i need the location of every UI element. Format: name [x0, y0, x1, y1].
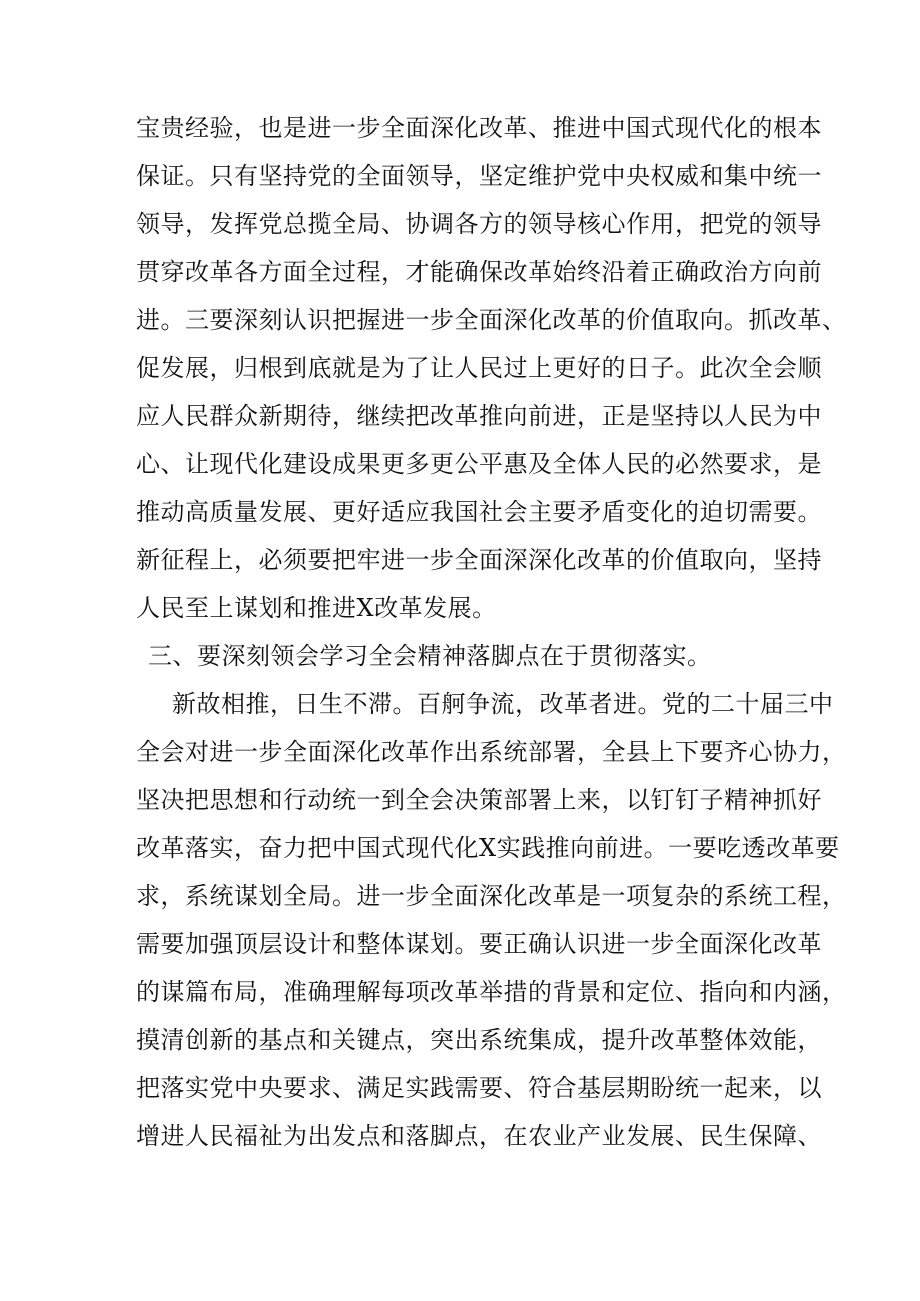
text-line: 把落实党中央要求、满足实践需要、符合基层期盼统一起来，以 [136, 1074, 822, 1102]
text-line: 人民至上谋划和推进X改革发展。 [136, 594, 497, 622]
text-line: 需要加强顶层设计和整体谋划。要正确认识进一步全面深化改革 [136, 930, 822, 958]
text-line: 保证。只有坚持党的全面领导，坚定维护党中央权威和集中统一 [136, 162, 822, 190]
text-line: 促发展，归根到底就是为了让人民过上更好的日子。此次全会顺 [136, 354, 822, 382]
section-heading [136, 632, 796, 680]
text-line: 应人民群众新期待，继续把改革推向前进，正是坚持以人民为中 [136, 402, 822, 430]
text-line: 坚决把思想和行动统一到全会决策部署上来，以钉钉子精神抓好 [136, 786, 822, 814]
text-line: 心、让现代化建设成果更多更公平惠及全体人民的必然要求，是 [136, 450, 822, 478]
text-line: 求，系统谋划全局。进一步全面深化改革是一项复杂的系统工程， [136, 882, 847, 910]
text-line: 贯穿改革各方面全过程，才能确保改革始终沿着正确政治方向前 [136, 258, 822, 286]
section-heading-text: 三、要深刻领会学习全会精神落脚点在于贯彻落实。 [148, 642, 712, 670]
text-line: 推动高质量发展、更好适应我国社会主要矛盾变化的迫切需要。 [136, 498, 822, 526]
text-line: 新故相推，日生不滞。百舸争流，改革者进。党的二十届三中 [172, 690, 834, 718]
text-line: 进。三要深刻认识把握进一步全面深化改革的价值取向。抓改革、 [136, 306, 847, 334]
paragraph-continued [136, 104, 847, 632]
document-body [136, 104, 847, 1160]
text-line: 宝贵经验，也是进一步全面深化改革、推进中国式现代化的根本 [136, 114, 822, 142]
text-line: 领导，发挥党总揽全局、协调各方的领导核心作用，把党的领导 [136, 210, 822, 238]
text-line: 改革落实，奋力把中国式现代化X实践推向前进。一要吃透改革要 [136, 834, 840, 862]
text-line: 全会对进一步全面深化改革作出系统部署，全县上下要齐心协力， [136, 738, 847, 766]
text-line: 新征程上，必须要把牢进一步全面深深化改革的价值取向，坚持 [136, 546, 822, 574]
text-line: 的谋篇布局，准确理解每项改革举措的背景和定位、指向和内涵， [136, 978, 847, 1006]
text-line: 摸清创新的基点和关键点，突出系统集成，提升改革整体效能， [136, 1026, 822, 1054]
text-line: 增进人民福祉为出发点和落脚点，在农业产业发展、民生保障、 [136, 1122, 822, 1150]
paragraph [136, 680, 847, 1160]
